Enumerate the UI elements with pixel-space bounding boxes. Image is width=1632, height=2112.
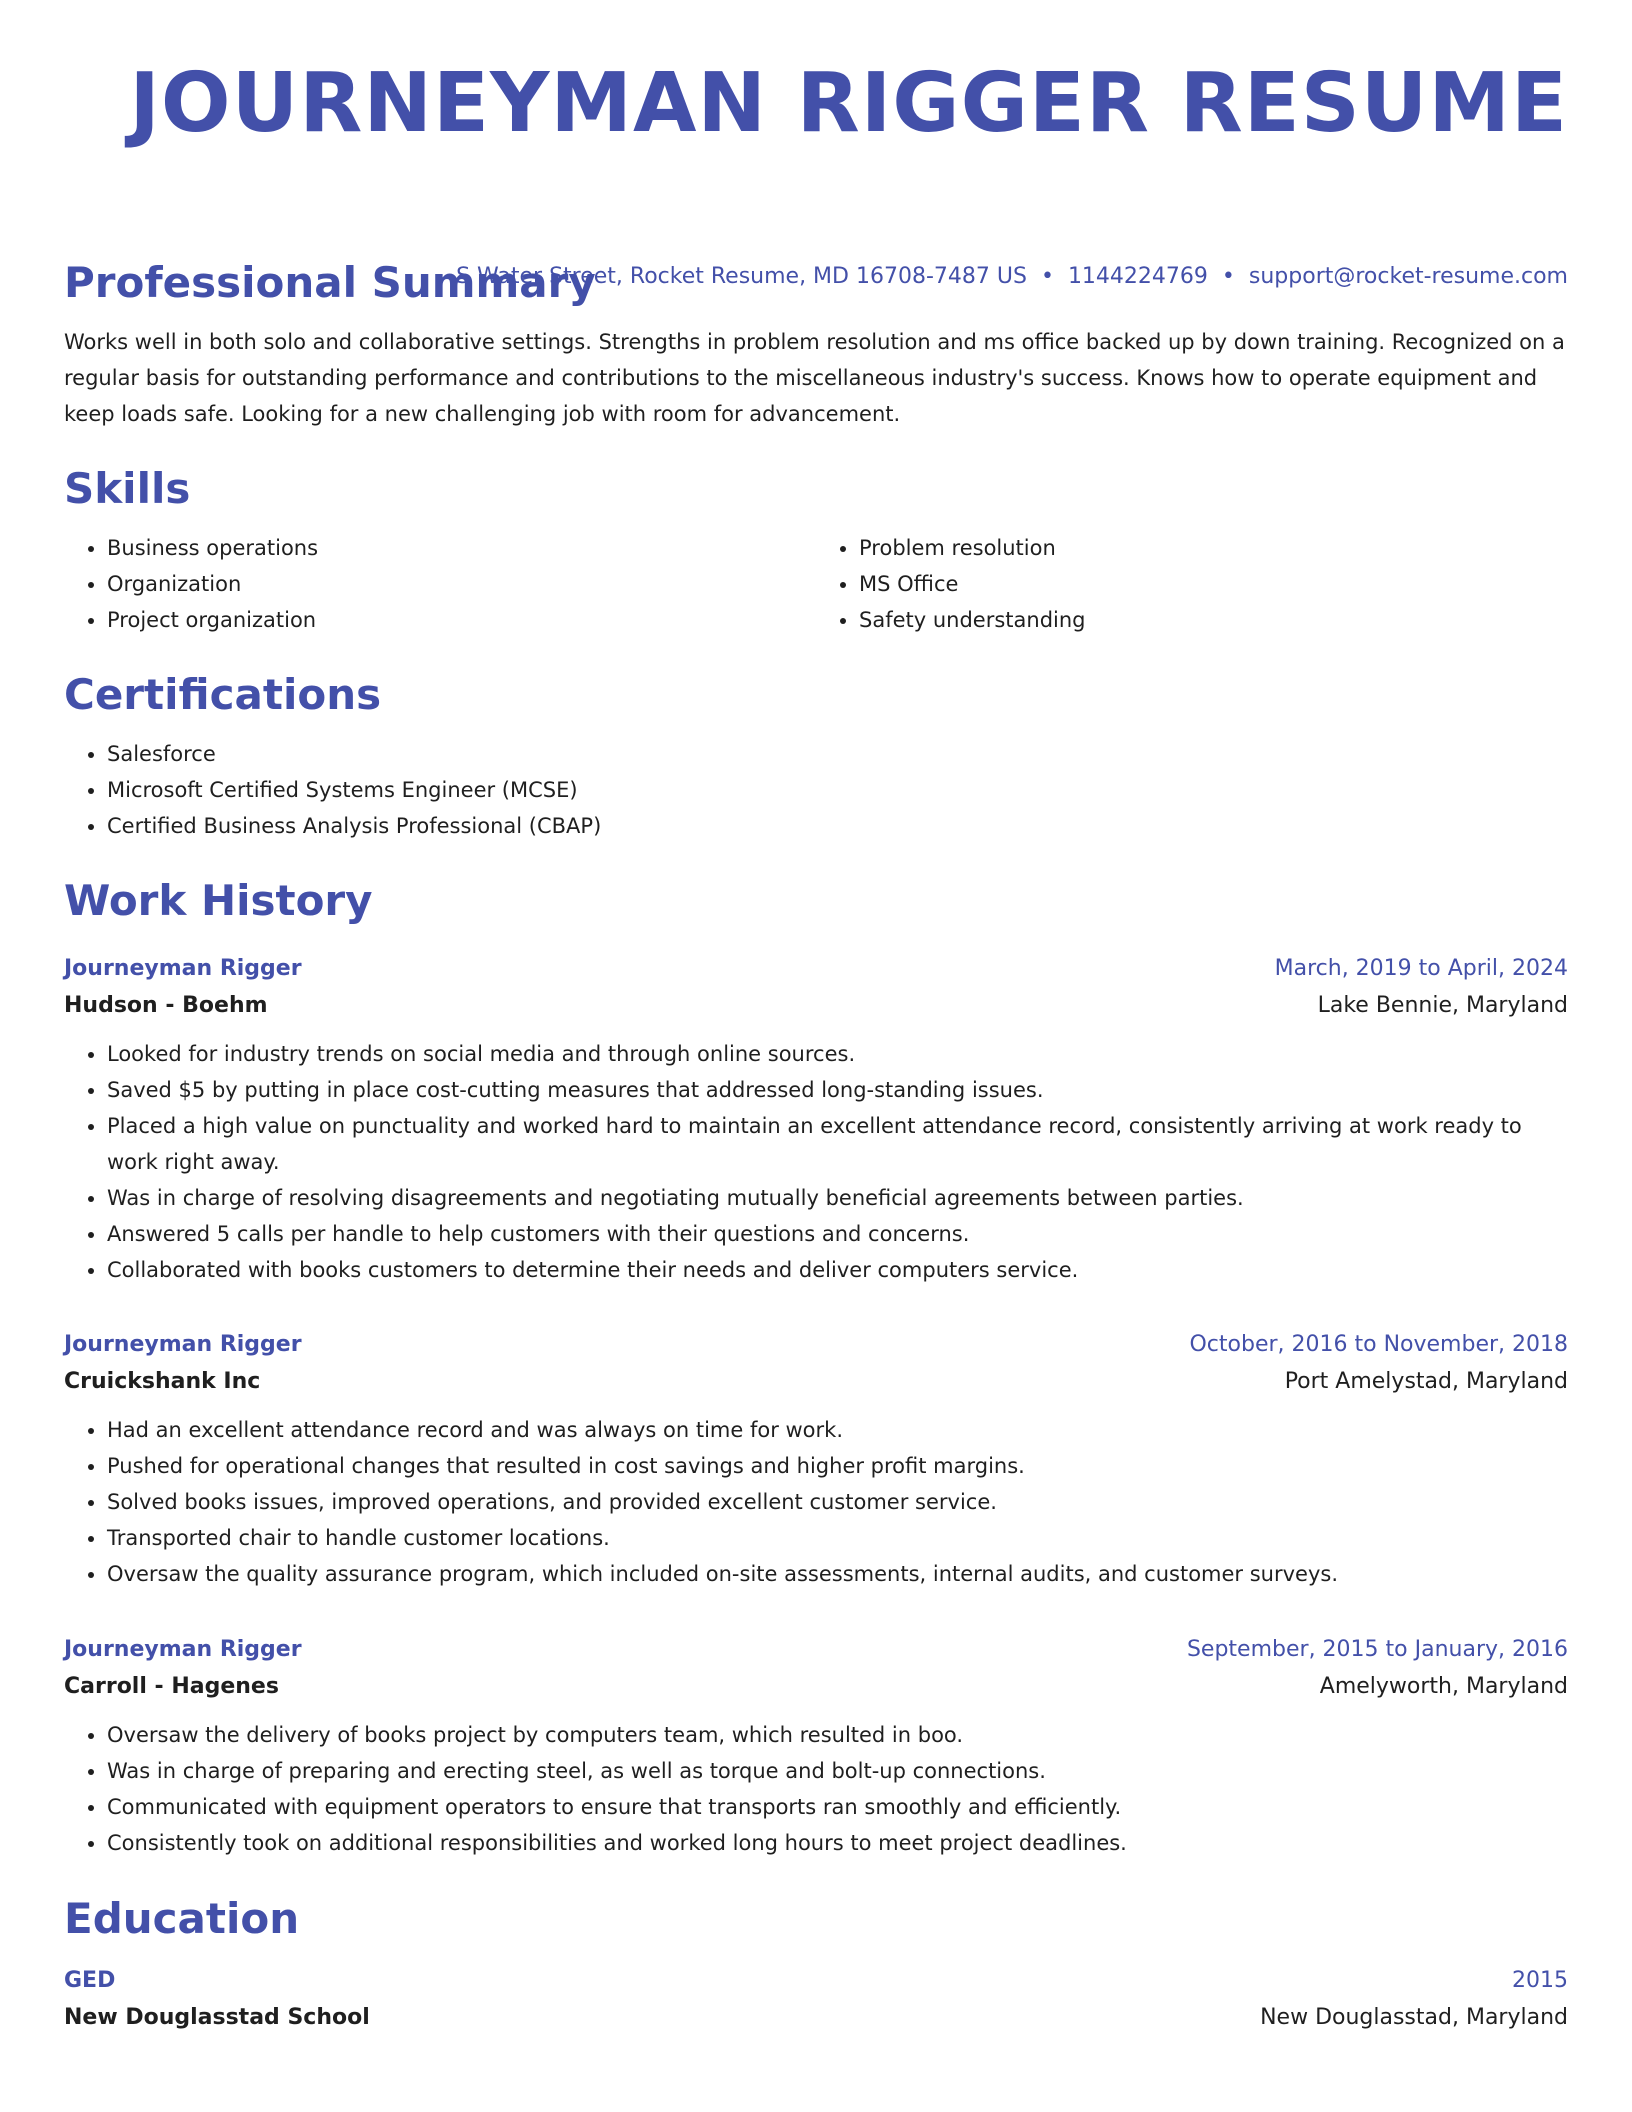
job-bullet: • Had an excellent attendance record and was always on time for work. [107, 1412, 1568, 1448]
job-bullets [64, 1036, 1568, 1288]
certification-item: • Salesforce [107, 736, 1568, 772]
job-dates: March, 2019 to April, 2024 [1274, 956, 1568, 981]
education-section [64, 1894, 1568, 2038]
job-bullet: • Saved $5 by putting in place cost-cutting measures that addressed long-standing issues. [107, 1072, 1568, 1108]
summary-heading: Professional Summary [64, 258, 596, 307]
certifications-list [64, 736, 1568, 844]
job-bullets [64, 1412, 1568, 1592]
job-entry [64, 952, 1568, 1288]
job-title: Journeyman Rigger [64, 956, 302, 981]
contact-address: S Water Street, Rocket Resume, MD 16708-7487 US [456, 264, 1027, 289]
job-header [64, 1328, 1568, 1362]
job-location: Amelyworth, Maryland [1319, 1674, 1568, 1699]
education-header [64, 1964, 1568, 1998]
education-heading: Education [64, 1894, 300, 1943]
job-dates: September, 2015 to January, 2016 [1186, 1637, 1568, 1662]
job-subheader [64, 1362, 1568, 1402]
job-header [64, 952, 1568, 986]
job-header [64, 1633, 1568, 1667]
job-bullet: • Was in charge of preparing and erecting steel, as well as torque and bolt-up connections. [107, 1753, 1568, 1789]
summary-section [64, 258, 1568, 432]
job-bullet: • Placed a high value on punctuality and worked hard to maintain an excellent attendance record, consistently arriving at work ready to work right away. [107, 1108, 1568, 1180]
job-entry [64, 1633, 1568, 1861]
summary-text: Works well in both solo and collaborative settings. Strengths in problem resolution and ms office backed up by down training. Recognized on a regular basis for outstanding performance and contributions to the miscellaneous industry's success. Knows how to operate equipment and keep loads safe. Looking for a new challenging job with room for advancement. [64, 330, 1565, 426]
contact-separator: • [1221, 264, 1235, 289]
job-bullet: • Looked for industry trends on social media and through online sources. [107, 1036, 1568, 1072]
education-subheader [64, 1998, 1568, 2038]
contact-phone: 1144224769 [1067, 264, 1208, 289]
job-bullet: • Oversaw the delivery of books project by computers team, which resulted in boo. [107, 1717, 1568, 1753]
job-dates: October, 2016 to November, 2018 [1189, 1332, 1568, 1357]
work-history-section [64, 876, 1568, 926]
skills-list [64, 530, 1568, 638]
job-subheader [64, 1667, 1568, 1707]
job-bullet: • Communicated with equipment operators to ensure that transports ran smoothly and efficiently. [107, 1789, 1568, 1825]
skill-item: • MS Office [859, 566, 1568, 602]
skills-column-left [64, 530, 816, 638]
job-location: Lake Bennie, Maryland [1317, 993, 1568, 1018]
skill-item: • Organization [107, 566, 816, 602]
job-bullet: • Consistently took on additional responsibilities and worked long hours to meet project deadlines. [107, 1825, 1568, 1861]
job-company: Carroll - Hagenes [64, 1674, 279, 1699]
skills-heading: Skills [64, 464, 191, 513]
education-school: New Douglasstad School [64, 2005, 370, 2030]
resume-title: JOURNEYMAN RIGGER RESUME [129, 56, 1568, 151]
skill-item: • Project organization [107, 602, 816, 638]
skills-section [64, 464, 1568, 638]
job-company: Hudson - Boehm [64, 993, 268, 1018]
certifications-section [64, 670, 1568, 844]
job-bullet: • Transported chair to handle customer locations. [107, 1520, 1568, 1556]
job-company: Cruickshank Inc [64, 1369, 261, 1394]
job-bullets [64, 1717, 1568, 1861]
job-bullet: • Pushed for operational changes that resulted in cost savings and higher profit margins. [107, 1448, 1568, 1484]
education-degree: GED [64, 1968, 116, 1993]
skills-column-right [816, 530, 1568, 638]
work-history-heading: Work History [64, 876, 373, 925]
job-bullet: • Oversaw the quality assurance program, which included on-site assessments, internal audits, and customer surveys. [107, 1556, 1568, 1592]
skill-item: • Business operations [107, 530, 816, 566]
job-bullet: • Answered 5 calls per handle to help customers with their questions and concerns. [107, 1216, 1568, 1252]
job-title: Journeyman Rigger [64, 1637, 302, 1662]
certification-item: • Microsoft Certified Systems Engineer (MCSE) [107, 772, 1568, 808]
skill-item: • Problem resolution [859, 530, 1568, 566]
job-bullet: • Collaborated with books customers to determine their needs and deliver computers service. [107, 1252, 1568, 1288]
job-title: Journeyman Rigger [64, 1332, 302, 1357]
job-subheader [64, 986, 1568, 1026]
job-bullet: • Was in charge of resolving disagreements and negotiating mutually beneficial agreements between parties. [107, 1180, 1568, 1216]
education-year: 2015 [1512, 1968, 1568, 1993]
job-location: Port Amelystad, Maryland [1284, 1369, 1568, 1394]
job-bullet: • Solved books issues, improved operations, and provided excellent customer service. [107, 1484, 1568, 1520]
education-location: New Douglasstad, Maryland [1260, 2005, 1568, 2030]
certifications-heading: Certifications [64, 670, 382, 719]
job-entry [64, 1328, 1568, 1592]
contact-email[interactable]: support@rocket-resume.com [1248, 264, 1568, 289]
certification-item: • Certified Business Analysis Professional (CBAP) [107, 808, 1568, 844]
contact-separator: • [1040, 264, 1054, 289]
skill-item: • Safety understanding [859, 602, 1568, 638]
